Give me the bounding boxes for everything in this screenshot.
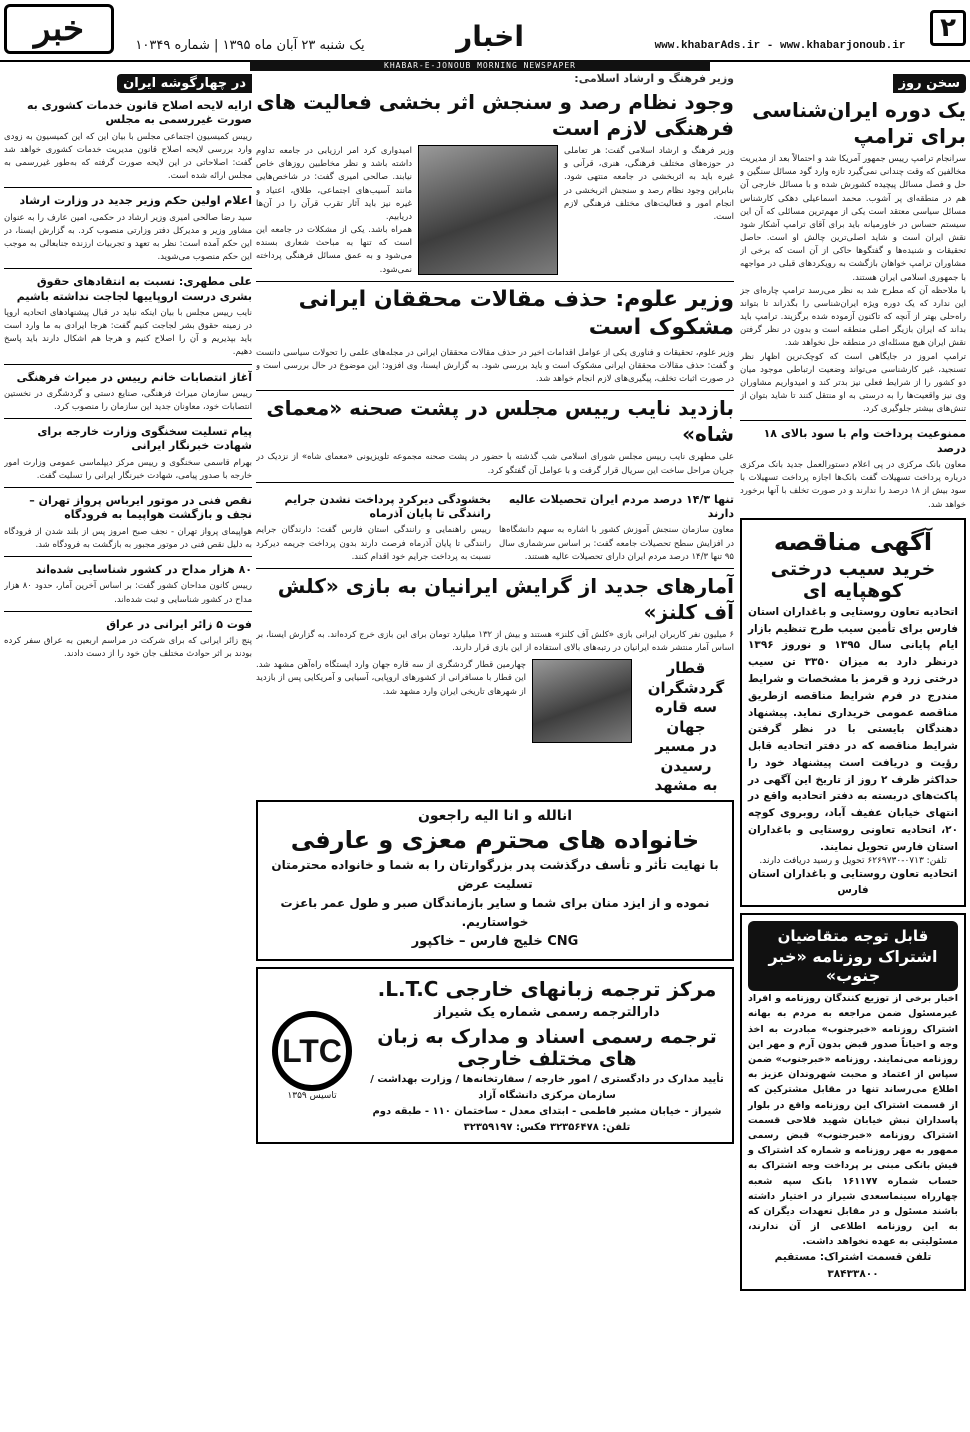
subscription-ad-body: اخبار برخی از توزیع کنندگان روزنامه و افراد غیرمسئول ضمن مراجعه به مردم به بهانه اشتراک روزنامه «خبرجنوب» مبادرت به اخذ وجه و احیاناً صدور قبض بدون آرم و مهر این روزنامه می‌نمایند. روزنامه «خبرجنوب» ضمن سپاس از اعتماد و محبت شهروندان عزیز به اطلاع می‌رساند تنها در مقابل مشترکین که از قسمت اشتراک این روزنامه واقع در بلوار پاسداران نبش خیابان شهید فلاحی قسمت اشتراک روزنامه «خبرجنوب» قبض رسمی ممهور به مهر روزنامه و شماره کد اشتراک و فیش بانکی مبنی بر پرداخت وجه اشتراک به حساب شماره ۱۶۱۱۷۷ بانک سپه شعبه چهارراه سینماسعدی شیراز در اختیار داشته باشند مسئول و در مقابل تعهدات دیگران که به این روزنامه اطلاعی از آن ندارند، مسئولیتی به عهده نخواهد داشت. [748,993,958,1248]
news-brief-list [4,99,252,661]
tourist-train-story [256,659,734,796]
ltc-title: مرکز ترجمه زبانهای خارجی L.T.C. [377,977,717,1002]
ltc-address: شیراز - خیابان مشیر فاطمی - ابتدای معدل - ساختمان ۱۱۰ - طبقه دوم تلفن: ۳۲۳۵۶۴۷۸ فکس: ۳۲۳۵۹۱۹۷ [372,1106,722,1134]
tender-ad-footer: اتحادیه تعاون روستایی و باغداران استان فارس [748,867,958,897]
culture-article-col [256,145,412,277]
article-kicker: وزیر فرهنگ و ارشاد اسلامی: [574,72,734,85]
news-brief [4,494,252,557]
subscription-ad [740,913,966,1291]
ltc-founded: تاسیس ۱۳۵۹ [287,1090,337,1101]
condolence-line: با نهایت تأثر و تأسف درگذشت پدر بزرگوارتان را به شما و خانواده محترمتان تسلیت عرض [271,857,719,891]
caption-line: به مشهد [654,776,718,795]
minister-photo [418,145,558,275]
headline-traffic: بخشودگی دیرکرد پرداخت نشدن جرایم رانندگی تا پایان آذرماه [284,492,491,521]
article-body: وزیر فرهنگ و ارشاد اسلامی گفت: هر تعاملی در حوزه‌های مختلف فرهنگی، هنری، قرآنی و غیره باید به اثربخشی در جامعه منتهی شود. بنابراین وجود نظام رصد و سنجش اثربخشی در انجام امور و فعالیت‌های مختلف فرهنگی لازم است. [564,146,734,222]
subscription-ad-banner [748,921,958,991]
article-body: علی مطهری نایب رییس مجلس شورای اسلامی شب گذشته با حضور در پشت صحنه مجموعه تلویزیونی «معمای شاه» از نزدیک در جریان مراحل ساخت این سریال قرار گرفت و با عوامل آن گفتگو کرد. [256,452,734,476]
tender-ad-subtitle: خرید سیب درختی کوهپایه ای [770,557,936,602]
issue-date: یک شنبه ۲۳ آبان ماه ۱۳۹۵ | شماره ۱۰۳۴۹ [135,38,365,53]
news-brief-body: پنج زائر ایرانی که برای شرکت در مراسم اربعین به عراق سفر کرده بودند بر اثر حوادث مختلف جان خود را از دست دادند. [4,636,252,660]
headline-education: تنها ۱۴/۳ درصد مردم ایران تحصیلات عالیه دارند [508,492,734,521]
news-brief [4,371,252,420]
divider [4,556,252,557]
tender-ad-phone: تلفن: ۰۷۱۳-۶۲۶۹۷۳۰ تحویل و رسید دریافت دارند. [759,855,947,866]
train-photo [532,659,632,743]
condolence-top: انالله و انا الیه راجعون [417,807,573,824]
divider [740,420,966,421]
ltc-ad-text [368,975,726,1136]
divider [4,418,252,419]
article-body: ۶ میلیون نفر کاربران ایرانی بازی «کلش آف کلنز» هستند و بیش از ۱۳۲ میلیارد تومان برای این بازی خرج کرده‌اند. به گزارش ایسنا، بر اساس آمار منتشر شده ایرانیان در رتبه‌های بالای استفاده از این بازی قرار دارند. [256,629,734,654]
ltc-logo: LTC [272,1011,352,1091]
header-urls[interactable]: www.khabarAds.ir - www.khabarjonoub.ir [654,40,906,52]
news-brief-body: رییس کانون مداحان کشور گفت: بر اساس آخرین آمار، حدود ۸۰ هزار مداح در کشور شناسایی و ثبت شده‌اند. [4,581,252,605]
news-brief-body: رییس سازمان میراث فرهنگی، صنایع دستی و گردشگری در نخستین انتصابات خود، معاونان جدید این سازمان را منصوب کرد. [4,388,252,413]
headline-shah-riddle: بازدید نایب رییس مجلس در پشت صحنه «معمای شاه» [266,396,734,447]
article-body: وزیر علوم، تحقیقات و فناوری یکی از عوامل اقدامات اخیر در حذف مقالات محققان ایرانی در مجله‌های علمی را تحولات سیاسی دانست و گفت: حذف مقالات محققان ایرانی مشکوک است و باید بررسی شود. به گزارش ایسنا، وی افزود: این موضوع در حال بررسی است و در صورت اثبات تخلف، پیگیری‌های لازم انجام خواهد شد. [256,347,734,385]
news-brief-headline: فوت ۵ زائر ایرانی در عراق [106,617,252,631]
tourist-train-caption [638,659,734,796]
caption-line: قطار گردشگران [647,659,725,697]
page-number: ۲ [930,10,966,46]
headline-science: وزیر علوم: حذف مقالات محققان ایرانی مشکوک است [298,286,734,341]
headline-clash-of-clans: آمارهای جدید از گرایش ایرانیان به بازی «کلش آف کلنز» [277,573,734,624]
news-brief-headline: پیام تسلیت سخنگوی وزارت خارجه برای شهادت خبرنگار ایرانی [37,425,252,453]
headline-culture: وجود نظام رصد و سنجش اثر بخشی فعالیت های فرهنگی لازم است [256,90,734,140]
news-brief [4,563,252,612]
condolence-ad [256,800,734,962]
column-box-title: در چهارگوشه ایران [117,74,252,93]
news-brief-headline: علی مطهری: نسبت به انتقادهای حقوق بشری درست اروپاییها لجاجت نداشته باشیم [16,275,252,303]
article-body: با ملاحظه آن که مطرح شد به نظر می‌رسد ترامپ چاره‌ای جز این ندارد که یک دوره ویژه ایران‌شناسی را بگذراند تا بتواند راه‌حلی بهتر از آنچه که تاکنون آزموده شده برگزیند. ترامپ باید بداند که ایران بازیگر اصلی منطقه است و بدون در نظر گرفتن نقش ایران هیچ مسئله‌ای در منطقه حل نخواهد شد. [740,285,966,349]
short-news [499,487,734,564]
condolence-signature: CNG خلیج فارس – خاکپور [411,934,579,950]
divider [256,390,734,391]
ltc-sub: دارالترجمه رسمی شماره یک شیراز [434,1005,660,1021]
tender-ad-title: آگهی مناقصه [773,527,933,556]
divider [256,482,734,483]
caption-line: سه قاره جهان [654,698,717,736]
tender-ad-body: اتحادیه تعاون روستایی و باغداران استان فارس برای تأمین سیب طرح تنظیم بازار ایام پایانی سال ۱۳۹۵ و نوروز ۱۳۹۶ درنظر دارد به میزان ۳۳۵۰ تن سیب درختی زرد و قرمز با مشخصات و شرایط مندرج در فرم شرایط مناقصه ازطریق مناقصه عمومی خریداری نماید. پیشنهاد دهندگان بایستی با در نظر گرفتن شرایط مناقصه که در دفتر اتحادیه قابل رؤیت و دریافت است پیشنهاد خود را حداکثر ظرف ۲ روز از تاریخ این آگهی در پاکت‌های دربسته به دفتر اتحادیه واقع در انتهای خیابان عفیف آباد، روبروی کوچه ۲۰، اتحادیه تعاونی روستایی و باغداران استان فارس تحویل نمایند. [748,605,958,853]
middle-column [256,72,734,1432]
divider [4,611,252,612]
short-news-row [256,487,734,564]
divider [4,187,252,188]
news-brief-headline: ارایه لایحه اصلاح قانون خدمات کشوری به صورت غیررسمی به مجلس [27,99,252,127]
subscription-ad-subtitle: اشتراک روزنامه «خبر جنوب» [768,947,938,986]
ltc-ad [256,967,734,1144]
divider [4,364,252,365]
news-brief [4,99,252,188]
tender-ad [740,518,966,908]
header-band: KHABAR-E-JONOUB MORNING NEWSPAPER [250,60,710,71]
news-brief-body: بهرام قاسمی سخنگوی و رییس مرکز دیپلماسی عمومی وزارت امور خارجه با صدور پیامی، شهادت خبرنگار ایرانی را تسلیت گفت. [4,457,252,481]
news-brief-body: سید رضا صالحی امیری وزیر ارشاد در حکمی، امین عارف را به عنوان مشاور وزیر و مدیرکل دفتر وزارتی منصوب کرد. به گزارش ایسنا، در این حکم آمده است: نظر به تعهد و تجربیات ارزنده جنابعالی به موجب این حکم منصوب می‌شوید. [4,212,252,263]
ltc-title-2: ترجمه رسمی اسناد و مدارک به زبان های مختلف خارجی [377,1026,717,1071]
divider [256,281,734,282]
ltc-logo-box [264,1011,360,1101]
section-title: اخبار [456,20,524,53]
masthead [0,0,970,70]
logo-text: خبر [33,9,85,49]
news-brief-headline: اعلام اولین حکم وزیر جدید در وزارت ارشاد [19,194,252,208]
culture-article [256,145,734,277]
ltc-line: تأیید مدارک در دادگستری / امور خارجه / سفارتخانه‌ها / وزارت بهداشت / سازمان مرکزی دانشگاه آزاد [370,1074,724,1102]
article-body: معاون سازمان سنجش آموزش کشور با اشاره به سهم دانشگاه‌ها در افزایش سطح تحصیلات جامعه گفت: بر اساس سرشماری سال ۹۵ تنها ۱۴/۳ درصد مردم ایران دارای تحصیلات عالیه هستند. [499,525,734,562]
left-column [4,72,252,1432]
news-brief-headline: ۸۰ هزار مداح در کشور شناسایی شده‌اند [35,563,252,577]
news-brief-body: رییس کمیسیون اجتماعی مجلس با بیان این که این کمیسیون به زودی وارد بررسی لایحه اصلاح قانون مدیریت خدمات کشوری خواهد شد گفت: اصلاحاتی در این لایحه صورت گرفته که به‌طور غیررسمی به مجلس ارائه شده است. [4,131,252,182]
condolence-title: خانواده های محترم معزی و عارفی [290,825,700,854]
divider [4,487,252,488]
news-brief [4,194,252,269]
news-brief-body: نایب رییس مجلس با بیان اینکه نباید در قبال پیشنهادهای اتحادیه اروپا در زمینه حقوق بشر لجاجت کنیم گفت: هرجا ایرادی به ما وارد است باید بپذیریم و آن را اصلاح کنیم و هرجا هم اشکال دارند باید پاسخ دهیم. [4,307,252,358]
news-brief [4,275,252,364]
column-box-title: سخن روز [893,74,966,93]
article-body: رییس راهنمایی و رانندگی استان فارس گفت: دارندگان جرایم رانندگی تا پایان آذرماه فرصت دارند بدون پرداخت جریمه دیرکرد نسبت به پرداخت جرایم خود اقدام کنند. [256,525,491,562]
news-brief-headline: نقص فنی در موتور ایرباس پرواز تهران – نجف و بازگشت هواپیما به فرودگاه [29,494,252,522]
article-body: معاون بانک مرکزی در پی اعلام دستورالعمل جدید بانک مرکزی درباره پرداخت تسهیلات گفت بانک‌ها اجازه پرداخت تسهیلات با سود بیش از ۱۸ درصد را ندارند و در صورت تخلف با آنها برخورد خواهد شد. [740,460,966,510]
subscription-ad-phone: تلفن قسمت اشتراک: مستقیم ۳۸۴۳۳۸۰۰ [774,1251,932,1281]
subscription-ad-title: قابل توجه متقاضیان [777,927,929,946]
right-column [740,72,966,1432]
news-brief [4,425,252,488]
culture-article-col [564,145,734,277]
headline-trump: یک دوره ایران‌شناسی برای ترامپ [752,98,966,148]
article-body: امیدواری کرد امر ارزیابی در جامعه تداوم داشته باشد و نظر مخاطبین روزهای خاص نیابند. صالحی امیری گفت: در شاخص‌هایی مانند آسیب‌های اجتماعی، طلاق، اعتیاد و غیره نیز باید آثار تقرب قرآن را در آن‌ها دریابیم. [256,146,412,222]
news-brief-headline: آغاز انتصابات خانم رییس در میراث فرهنگی [16,370,252,384]
news-brief-body: هواپیمای پرواز تهران - نجف صبح امروز پس از بلند شدن از فرودگاه به دلیل نقص فنی در موتور مجبور به بازگشت به فرودگاه شد. [4,526,252,550]
headline-loan: ممنوعیت پرداخت وام با سود بالای ۱۸ درصد [763,427,966,455]
newspaper-logo [4,4,114,54]
article-body: چهارمین قطار گردشگری از سه قاره جهان وارد ایستگاه راه‌آهن مشهد شد. این قطار با مسافرانی از کشورهای اروپایی، آسیایی و آمریکایی پس از بازدید از شهرهای تاریخی ایران وارد مشهد شد. [256,660,526,697]
article-body: همراه باشد. یکی از مشکلات در جامعه این است که تنها به مباحث شعاری بسنده می‌شود و به عمق مسائل فرهنگی پرداخته نمی‌شود. [256,225,412,275]
article-body: ترامپ امروز در جایگاهی است که کوچک‌ترین اظهار نظر تسنجید، غیر کارشناسی می‌تواند وضعیت ارتباطی موجود میان دو کشور را از شرایط فعلی نیز بدتر کند و امیدواریم مشاوران وی نیز واقعیت‌ها را به درستی به او منتقل کنند تا شاید بتوان از تنش‌های بیشتر جلوگیری کرد. [740,351,966,415]
condolence-line: نموده و از ایزد منان برای شما و سایر بازماندگان صبر و طول عمر باعزت خواستاریم. [280,896,710,930]
divider [4,268,252,269]
news-brief [4,618,252,662]
short-news [256,487,491,564]
article-body: سرانجام ترامپ رییس جمهور آمریکا شد و احتمالاً بعد از مدیریت مخالفین که وقت چندانی نمی‌گیرد تازه وارد گود مسائل سنگین و حل و فصل مسائل پیچیده کشورش شده و با مسائل خارجی آن هم در منطقه‌ای پر آشوب. محمد اسماعیلی دهکی کارشناس مسائل سیاسی معتقد است یکی از مهم‌ترین مسائلی که آن این سیستم حساس در خاورمیانه باید برای آقای ترامپ آشکار شود نقش ایران است و شاید اصلی‌ترین چالش او است. حاصل تحقیقات و شنیده‌ها و گفتگوها حاکی از آن است که برخی از مشاوران ترامپ خواهان بازگشت به رویکردهای قبلی در مواجهه با جمهوری اسلامی ایران هستند. [740,154,966,283]
caption-line: در مسیر رسیدن [655,737,717,775]
divider [256,568,734,569]
